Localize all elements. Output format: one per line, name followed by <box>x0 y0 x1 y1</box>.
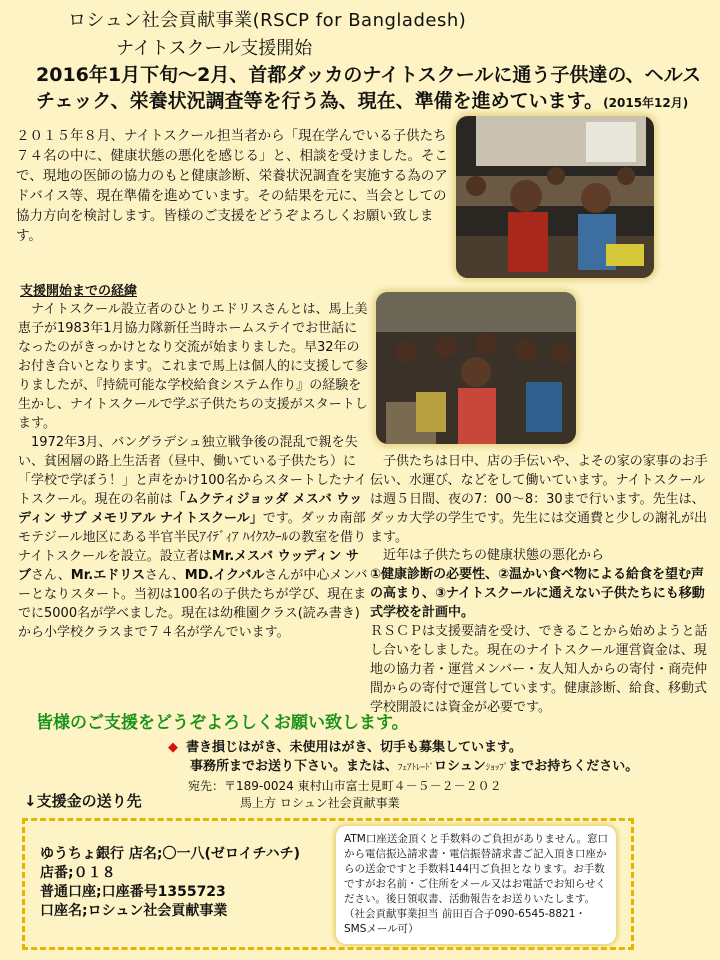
plans-intro: 近年は子供たちの健康状態の悪化から <box>383 548 605 563</box>
bank-details <box>40 845 300 921</box>
children-life-paragraph: 子供たちは日中、店の手伝いや、よその家の家事のお手伝い、水運び、などをして働いています。ナイトスクールは週５日間、夜の7：00～8：30まで行います。先生は、ダッカ大学の学生です。先生には交通費と少しの謝礼が出ます。 <box>370 454 708 545</box>
bank-line-3: 普通口座;口座番号1355723 <box>40 884 226 900</box>
notice-line-1 <box>168 738 718 757</box>
children-life-text <box>370 452 716 547</box>
notice-line-2 <box>190 757 718 778</box>
bank-line-2: 店番;０１８ <box>40 865 116 881</box>
title-main: ロシュン社会貢献事業(RSCP for Bangladesh) <box>68 10 467 31</box>
bank-line-1: ゆうちょ銀行 店名;〇一八(ゼロイチハチ) <box>40 846 301 862</box>
founder-1: Mr.メスバ ウッディン サブ <box>18 549 359 583</box>
school-name: 「ムクティジョッダ メスバ ウッディン サブ メモリアル ナイトスクール」 <box>18 492 363 526</box>
atm-note: ATM口座送金頂くと手数料のご負担がありません。窓口から電信振込請求書・電信振替請求書ご記入頂き口座からの送金ですと手数料144円ご負担となります。お手数ですがお名前・ご住所をメール又はお電話でお知らせください。後日領収書、活動報告をお送りいたします。（社会貢献事業担当 前田百合子090-6545-8821・SMSメール可） <box>336 826 616 944</box>
history-text-i: さんが中心メンバーとなりスタート。当初は100名の子供たちが学び、現在までに5000名が学べました。現在は幼稚園クラス(読み書き)から小学校クラスまで７４名が学んでいます。 <box>18 568 368 640</box>
founder-3: MD.イクバル <box>184 568 265 583</box>
history-paragraph-1: ナイトスクール設立者のひとりエドリスさんとは、馬上美恵子が1983年1月協力隊新任当時ホームステイでお世話になったのがきっかけとなり交流が始まりました。早32年のお付き合いとなります。これまで馬上は個人的に支援して参りましたが、『持続可能な学校給食システム作り』の経験を生かし、ナイトスクールで学ぶ子供たちの支援がスタートします。 <box>18 302 368 431</box>
address-line-1: 宛先：〒189-0024 東村山市富士見町４－５－２－２０２ <box>188 779 502 793</box>
notice-text-2e: までお持ちください。 <box>508 759 639 774</box>
address-line-2: 馬上方 ロシュン社会貢献事業 <box>240 796 400 810</box>
classroom-photo-1 <box>456 116 654 278</box>
donation-notice <box>168 738 718 778</box>
headline-date: (2015年12月) <box>603 96 689 110</box>
diamond-icon: ◆ <box>168 740 178 755</box>
notice-text-1: 書き損じはがき、未使用はがき、切手も募集しています。 <box>186 740 522 755</box>
history-text <box>18 300 370 642</box>
notice-text-2a: 事務所までお送り下さい。または、 <box>190 759 399 774</box>
appeal-text: 皆様のご支援をどうぞよろしくお願い致します。 <box>36 713 409 733</box>
history-paragraph-2 <box>18 433 370 642</box>
section-title: 支援開始までの経緯 <box>20 284 138 299</box>
headline <box>36 62 716 116</box>
history-text-a: 1972年3月、バングラデシュ独立戦争後の混乱で親を失い、貧困層の路上生活者（昼中、働いている子供たち）に「学校で学ぼう！」と声をかけ100名からスタートしたナイトスクール。現在の名前は <box>18 435 367 507</box>
plans-paragraph: ＲＳＣＰは支援要請を受け、できることから始めようと話し合いをしました。現在のナイトスクール運営資金は、現地の協力者・運営メンバー・友人知人からの寄付・商売仲間からの寄付で運営しています。健康診断、給食、移動式学校開設には資金が必要です。 <box>370 624 708 715</box>
notice-text-2d: ｼｮｯﾌﾟ <box>485 763 509 773</box>
notice-text-2b: ﾌｪｱﾄﾚｰﾄﾞ <box>398 763 435 773</box>
plans-list: ①健康診断の必要性、②温かい食べ物による給食を望む声の高まり、③ナイトスクールに通えない子供たちにも移動式学校を計画中。 <box>370 567 705 620</box>
founder-2: Mr.エドリス <box>70 568 145 583</box>
history-text-c: です。ダッカ南部モテジール地区にある半官半民ｱｲﾃﾞｨｱ ﾊｲｸｽｸｰﾙの教室を借りナイトスクールを設立。設立者は <box>18 511 367 564</box>
history-text-e: さん、 <box>31 568 71 583</box>
bank-line-4: 口座名;ロシュン社会貢献事業 <box>40 903 228 919</box>
classroom-photo-2 <box>376 292 576 444</box>
plans-text <box>370 546 716 717</box>
address <box>188 778 502 812</box>
history-text-g: さん、 <box>144 568 185 583</box>
intro-paragraph: ２０１５年８月、ナイトスクール担当者から「現在学んでいる子供たち７４名の中に、健康状態の悪化を感じる」と、相談を受けました。そこで、現地の医師の協力のもと健康診断、栄養状況調査を実施する為のアドバイス等、現在準備を進めています。その結果を元に、当会としての協力方向を検討します。皆様のご支援をどうぞよろしくお願い致します。 <box>16 128 448 244</box>
send-to-title: ↓支援金の送り先 <box>24 792 142 810</box>
title-sub: ナイトスクール支援開始 <box>116 38 313 59</box>
headline-text: 2016年1月下旬～2月、首都ダッカのナイトスクールに通う子供達の、ヘルスチェック、栄養状況調査等を行う為、現在、準備を進めています。 <box>36 64 702 112</box>
notice-text-2c: ロシュン <box>434 759 486 774</box>
